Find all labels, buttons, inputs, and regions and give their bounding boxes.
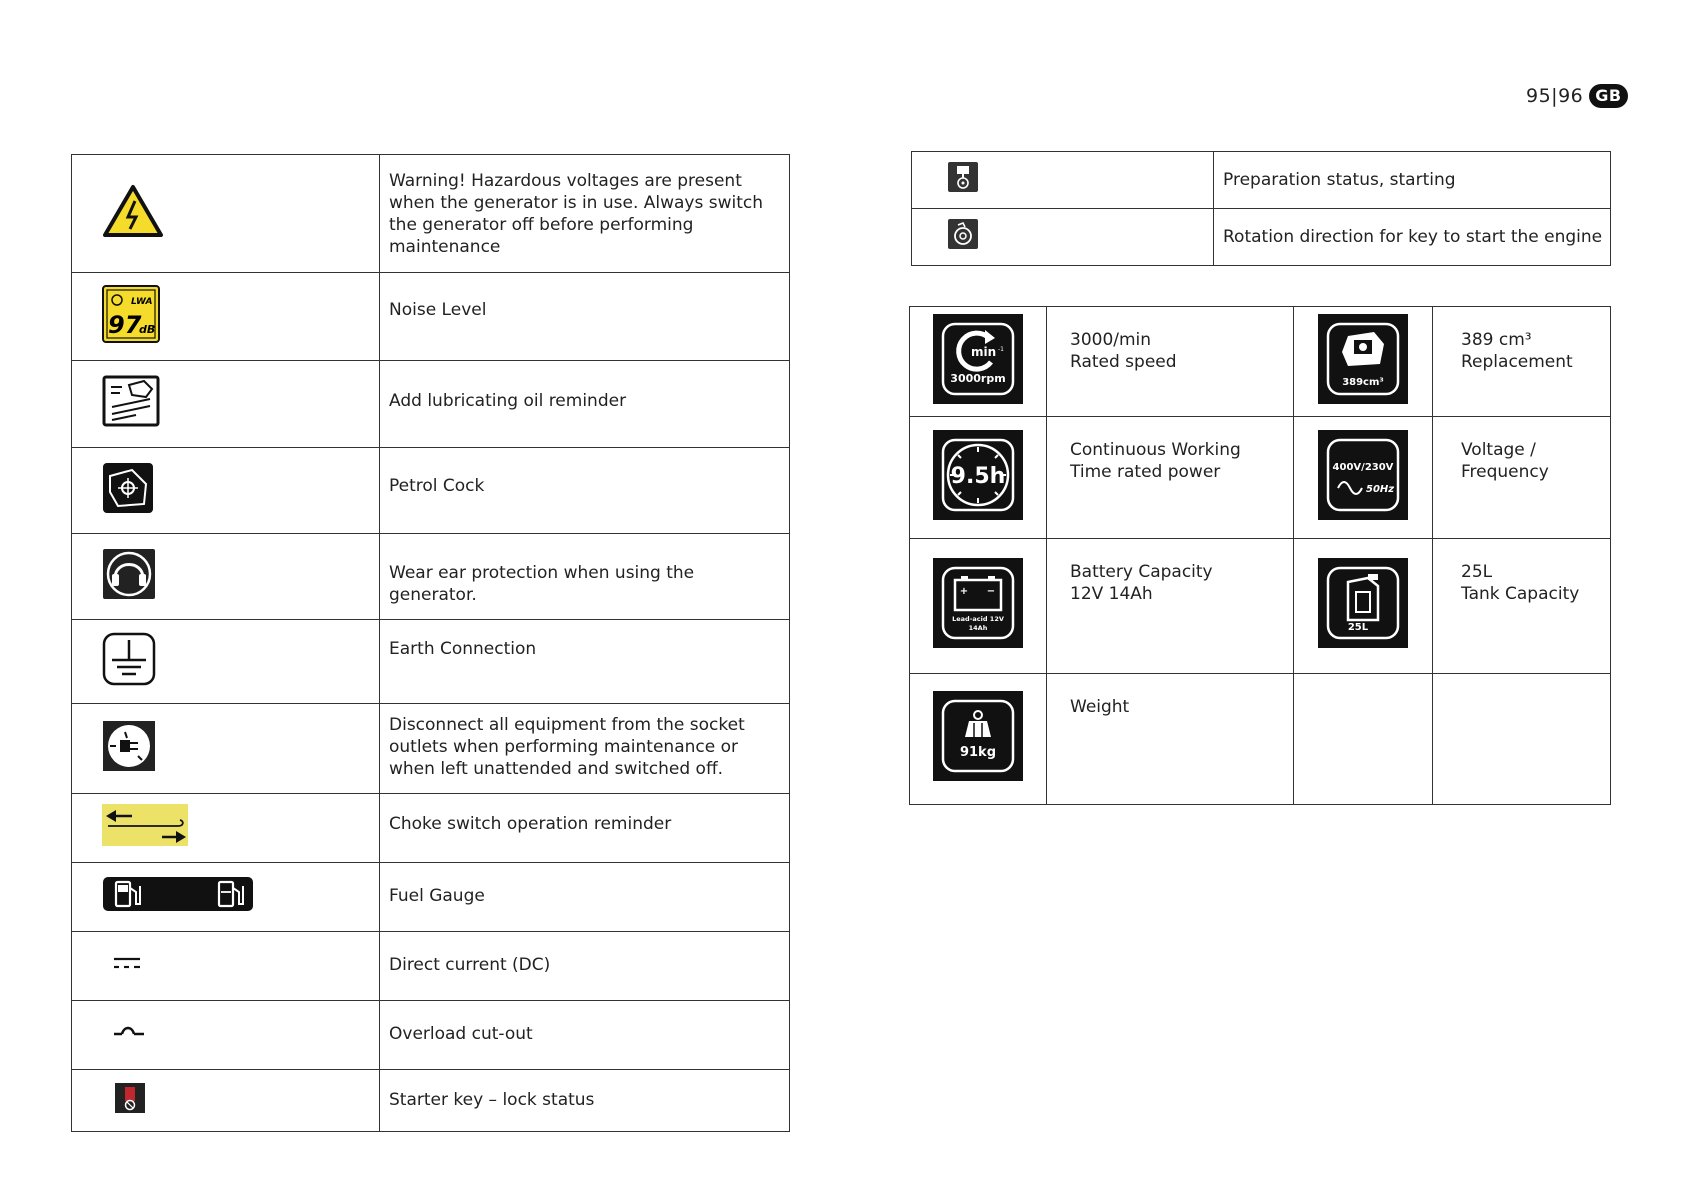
spec-label: Replacement xyxy=(1461,352,1573,372)
direct-current-icon xyxy=(113,955,141,971)
battery-icon-label2: 14Ah xyxy=(968,624,988,632)
displacement-icon-label: 389cm³ xyxy=(1342,376,1384,388)
spec-label: Time rated power xyxy=(1070,462,1221,482)
starter-key-lock-icon xyxy=(115,1083,145,1113)
table-row xyxy=(72,794,790,863)
table-row xyxy=(912,152,1611,209)
voltage-frequency-icon xyxy=(1318,430,1408,520)
table-row xyxy=(910,417,1611,539)
high-voltage-warning-icon xyxy=(102,184,164,238)
language-badge: GB xyxy=(1589,84,1627,108)
table-row xyxy=(72,620,790,704)
symbol-description: Direct current (DC) xyxy=(380,932,790,1001)
table-row xyxy=(72,155,790,273)
choke-switch-icon xyxy=(102,804,188,846)
symbol-description: Preparation status, starting xyxy=(1214,152,1611,209)
spec-label: Rated speed xyxy=(1070,352,1177,372)
tank-capacity-icon xyxy=(1318,558,1408,648)
svg-text:+: + xyxy=(959,586,969,597)
noise-badge-unit: dB xyxy=(139,322,156,336)
table-row xyxy=(912,209,1611,266)
disconnect-equipment-icon xyxy=(102,720,156,772)
noise-badge-value: 97 xyxy=(108,310,142,339)
table-row xyxy=(72,863,790,932)
working-time-icon xyxy=(933,430,1023,520)
table-row xyxy=(910,674,1611,805)
table-row xyxy=(72,448,790,534)
table-row xyxy=(72,273,790,361)
svg-text:−: − xyxy=(986,586,996,597)
fuel-gauge-icon xyxy=(102,876,254,912)
spec-label: Battery Capacity xyxy=(1070,562,1213,582)
rated-speed-icon xyxy=(933,314,1023,404)
empty-cell xyxy=(1433,674,1611,805)
page-number xyxy=(1526,84,1628,108)
ear-protection-icon xyxy=(102,548,156,600)
noise-level-icon xyxy=(102,285,160,343)
table-row xyxy=(72,1001,790,1070)
spec-label: Weight xyxy=(1070,697,1130,717)
table-row xyxy=(72,361,790,448)
symbol-description: Disconnect all equipment from the socket outlets when performing maintenance or when left unattended and switched off. xyxy=(380,704,790,794)
tank-icon-label: 25L xyxy=(1347,622,1369,633)
weight-icon-label: 91kg xyxy=(959,745,997,760)
symbol-description: Starter key – lock status xyxy=(380,1070,790,1132)
empty-cell xyxy=(1294,674,1433,805)
symbol-description: Add lubricating oil reminder xyxy=(380,361,790,448)
noise-badge-label: LWA xyxy=(131,296,153,307)
rotation-direction-icon xyxy=(948,219,978,249)
speed-icon-unit: min xyxy=(971,344,997,359)
starter-symbols-table xyxy=(911,151,1611,266)
spec-value: 3000/min xyxy=(1070,330,1152,350)
table-row xyxy=(72,932,790,1001)
symbol-description: Fuel Gauge xyxy=(380,863,790,932)
petrol-cock-icon xyxy=(102,462,154,514)
symbol-description: Wear ear protection when using the generator. xyxy=(380,534,790,620)
table-row xyxy=(910,539,1611,674)
voltage-icon-label: 400V/230V xyxy=(1332,461,1394,473)
spec-value: 12V 14Ah xyxy=(1070,584,1153,604)
spec-value: 25L xyxy=(1461,562,1493,582)
symbol-description: Earth Connection xyxy=(380,620,790,704)
frequency-icon-label: 50Hz xyxy=(1366,483,1395,495)
weight-icon xyxy=(933,691,1023,781)
symbols-table xyxy=(71,154,790,1132)
spec-label: Continuous Working xyxy=(1070,440,1241,460)
speed-icon-sup: -1 xyxy=(998,345,1004,353)
lubricating-oil-icon xyxy=(102,375,160,427)
symbol-description: Overload cut-out xyxy=(380,1001,790,1070)
page-number-text: 95|96 xyxy=(1526,85,1584,107)
table-row xyxy=(72,1070,790,1132)
spec-label: Tank Capacity xyxy=(1461,584,1580,604)
spec-label: Voltage / Frequency xyxy=(1461,440,1549,482)
battery-icon xyxy=(933,558,1023,648)
symbol-description: Petrol Cock xyxy=(380,448,790,534)
preparation-status-icon xyxy=(948,162,978,192)
table-row xyxy=(72,534,790,620)
table-row xyxy=(910,307,1611,417)
symbol-description: Noise Level xyxy=(380,273,790,361)
table-row xyxy=(72,704,790,794)
symbol-description: Rotation direction for key to start the engine xyxy=(1214,209,1611,266)
earth-connection-icon xyxy=(102,632,156,686)
working-time-icon-label: 9.5h xyxy=(950,463,1006,489)
symbol-description: Warning! Hazardous voltages are present when the generator is in use. Always switch the generator off before performing maintenance xyxy=(380,155,790,273)
spec-value: 389 cm³ xyxy=(1461,330,1532,350)
battery-icon-label: Lead-acid 12V xyxy=(952,615,1004,623)
speed-icon-label: 3000rpm xyxy=(950,371,1006,385)
displacement-icon xyxy=(1318,314,1408,404)
specifications-grid xyxy=(909,306,1611,805)
symbol-description: Choke switch operation reminder xyxy=(380,794,790,863)
overload-cutout-icon xyxy=(113,1024,145,1040)
